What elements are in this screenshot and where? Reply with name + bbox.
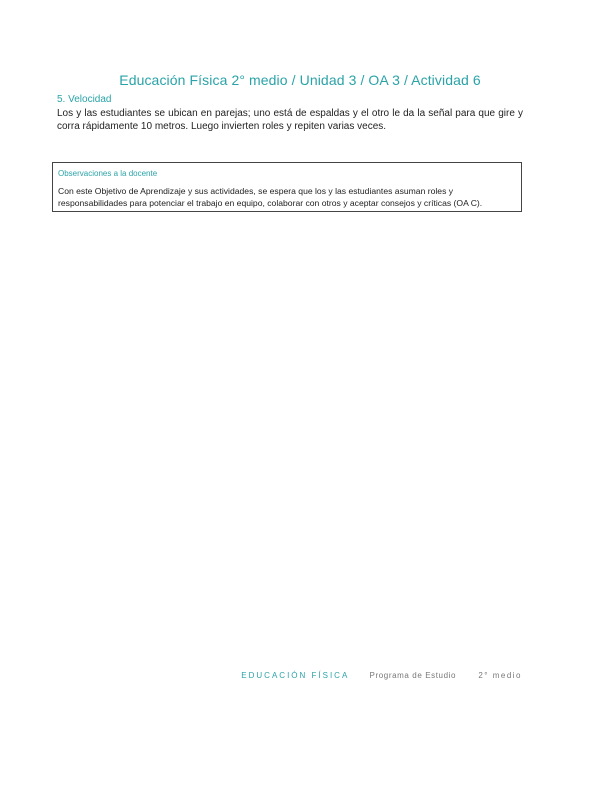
footer-program: Programa de Estudio bbox=[369, 671, 457, 680]
observations-body: Con este Objetivo de Aprendizaje y sus actividades, se espera que los y las estudiantes asuman roles y responsabilidades para potenciar el trabajo en equipo, colaborar con otros y aceptar consejos y críticas (OA C). bbox=[58, 186, 483, 208]
footer-subject: EDUCACIÓN FÍSICA bbox=[241, 671, 350, 680]
observations-heading: Observaciones a la docente bbox=[58, 169, 158, 178]
page-footer bbox=[241, 671, 522, 680]
footer-grade: 2° medio bbox=[478, 671, 522, 680]
page-title: Educación Física 2° medio / Unidad 3 / OA 3 / Actividad 6 bbox=[119, 72, 481, 88]
section-heading: 5. Velocidad bbox=[57, 94, 112, 105]
observations-box bbox=[52, 162, 522, 212]
section-body: Los y las estudiantes se ubican en parejas; uno está de espaldas y el otro le da la señal para que gire y corra rápidamente 10 metros. Luego invierten roles y repiten varias veces. bbox=[57, 108, 523, 132]
activity-section bbox=[57, 94, 523, 133]
